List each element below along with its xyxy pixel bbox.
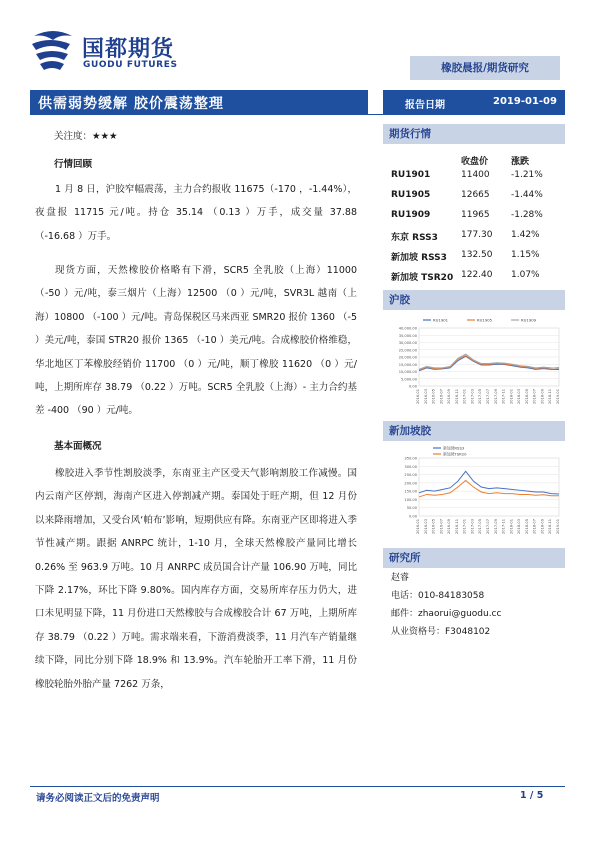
- quote-price: 12665: [461, 190, 490, 200]
- quotes-col-change: 涨跌: [511, 157, 530, 167]
- x-tick-label: 2017-01: [462, 519, 467, 535]
- report-date-label: 报告日期: [405, 100, 445, 111]
- series-line: [419, 354, 559, 369]
- analyst-name: 赵睿: [391, 573, 410, 583]
- x-tick-label: 2016-03: [423, 519, 428, 535]
- y-tick-label: 250.00: [404, 473, 417, 478]
- quote-name: 新加坡 TSR20: [391, 273, 454, 283]
- x-tick-label: 2018-11: [548, 389, 553, 405]
- brand-logo: [30, 28, 190, 74]
- sgx-chart: [383, 444, 565, 549]
- legend-label: RU1905: [477, 317, 493, 323]
- quote-name: RU1909: [391, 210, 431, 220]
- report-title-bar: [30, 90, 368, 114]
- guodu-logo-icon: [30, 28, 76, 72]
- quote-row: [383, 210, 565, 228]
- x-tick-label: 2016-05: [431, 519, 436, 535]
- y-tick-label: 200.00: [404, 481, 417, 486]
- shfe-line-chart: [383, 314, 565, 419]
- quote-row: [383, 190, 565, 208]
- quote-change: 1.42%: [511, 230, 540, 240]
- x-tick-label: 2016-09: [447, 519, 452, 535]
- y-tick-label: 10,000.00: [398, 370, 417, 374]
- quote-change: -1.28%: [511, 210, 543, 220]
- x-tick-label: 2017-11: [501, 389, 506, 405]
- x-tick-label: 2016-11: [454, 389, 459, 405]
- y-tick-label: 50.00: [406, 506, 417, 511]
- analyst-email: 邮件：zhaorui@guodu.cc: [391, 609, 502, 619]
- quote-price: 177.30: [461, 230, 493, 240]
- x-tick-label: 2018-05: [524, 519, 529, 535]
- quote-price: 11400: [461, 170, 490, 180]
- y-tick-label: 5,000.00: [400, 377, 417, 382]
- section-heading-market-review: 行情回顾: [54, 159, 93, 170]
- y-tick-label: 350.00: [404, 456, 417, 461]
- y-tick-label: 100.00: [404, 497, 417, 502]
- x-tick-label: 2016-07: [439, 519, 444, 535]
- x-tick-label: 2016-01: [416, 519, 420, 535]
- y-tick-label: 150.00: [404, 489, 417, 494]
- x-tick-label: 2017-01: [462, 389, 467, 405]
- report-category-tab: 橡胶晨报/期货研究: [410, 56, 560, 80]
- x-tick-label: 2018-01: [509, 389, 514, 405]
- shfe-heading: 沪胶: [383, 290, 565, 310]
- x-tick-label: 2016-05: [431, 389, 436, 405]
- legend-label: RU1909: [521, 317, 537, 323]
- y-tick-label: 0.00: [408, 514, 417, 519]
- report-date-bar: [383, 90, 565, 114]
- x-tick-label: 2018-09: [540, 519, 545, 535]
- x-tick-label: 2016-01: [416, 389, 420, 405]
- footer-divider: [30, 786, 565, 787]
- paragraph-fundamentals: 橡胶进入季节性割胶淡季，东南亚主产区受天气影响割胶工作减慢。国内云南产区停割，海南产区进入停割减产期。泰国处于旺产期，但 12 月份以来降雨增加，又受台风‘帕布’影响，短期供应有降。东南亚产区即将进入季节性减产期。跟据 ANRPC 统计，1-10 月，全球天然橡胶产量同比增长 0.26% 至 963.9 万吨。10 月 ANRPC 成员国合计产量 106.90 万吨，同比下降 2.17%，环比下降 9.80%。国内库存方面，交易所库存压力仍大，进口未见明显下降，11 月份进口天然橡胶与合成橡胶合计 67 万吨，上期所库存 38.79 （0.22 ）万吨。需求端来看，下游消费淡季，11 月汽车产销量继续下降，同比分别下降 18.9% 和 13.9%。汽车轮胎开工率下滑，11 月份橡胶轮胎外胎产量 7262 万条，: [35, 468, 357, 690]
- x-tick-label: 2019-01: [556, 389, 560, 405]
- y-tick-label: 15,000.00: [398, 362, 417, 367]
- y-tick-label: 0.00: [408, 384, 417, 389]
- section-heading-fundamentals: 基本面概况: [54, 441, 102, 452]
- shfe-chart: [383, 314, 565, 419]
- analyst-license: 从业资格号：F3048102: [391, 627, 491, 637]
- report-date-value: 2019-01-09: [493, 96, 557, 107]
- x-tick-label: 2018-05: [524, 389, 529, 405]
- x-tick-label: 2017-07: [486, 389, 490, 405]
- x-tick-label: 2018-09: [540, 389, 545, 405]
- x-tick-label: 2017-05: [478, 519, 483, 535]
- quotes-heading: 期货行情: [383, 124, 565, 144]
- quote-change: 1.15%: [511, 250, 540, 260]
- x-tick-label: 2016-03: [423, 389, 428, 405]
- x-tick-label: 2018-01: [509, 519, 514, 535]
- legend-label: 新加坡RSS3: [443, 445, 465, 451]
- quote-row: [383, 230, 565, 248]
- quote-price: 122.40: [461, 270, 493, 280]
- sgx-line-chart: [383, 444, 565, 549]
- quote-name: RU1901: [391, 170, 431, 180]
- brand-name-en: GUODU FUTURES: [83, 60, 178, 70]
- x-tick-label: 2017-09: [493, 389, 498, 405]
- x-tick-label: 2018-03: [517, 389, 522, 405]
- brand-name-cn: 国都期货: [82, 37, 175, 62]
- analyst-phone: 电话：010-84183058: [391, 591, 485, 601]
- quote-name: 新加坡 RSS3: [391, 253, 447, 263]
- quote-name: 东京 RSS3: [391, 233, 438, 243]
- x-tick-label: 2018-07: [532, 389, 537, 405]
- y-tick-label: 40,000.00: [398, 326, 417, 331]
- quote-row: [383, 270, 565, 288]
- plot-frame: [419, 458, 559, 516]
- quotes-col-price: 收盘价: [461, 157, 489, 167]
- sgx-heading: 新加坡胶: [383, 421, 565, 441]
- x-tick-label: 2019-01: [556, 519, 560, 535]
- x-tick-label: 2016-11: [454, 519, 459, 535]
- x-tick-label: 2016-09: [447, 389, 452, 405]
- y-tick-label: 300.00: [404, 464, 417, 469]
- x-tick-label: 2016-07: [439, 389, 444, 405]
- x-tick-label: 2017-09: [493, 519, 498, 535]
- quote-change: 1.07%: [511, 270, 540, 280]
- attention-rating: 关注度：★★★: [54, 131, 118, 142]
- legend-label: 新加坡TSR20: [443, 451, 467, 457]
- y-tick-label: 25,000.00: [398, 348, 417, 353]
- x-tick-label: 2017-07: [486, 519, 490, 535]
- quote-change: -1.44%: [511, 190, 543, 200]
- header-divider: [30, 114, 565, 115]
- paragraph-market-summary: 1 月 8 日，沪胶窄幅震荡，主力合约报收 11675（-170 ，-1.44%），夜盘报 11715 元/吨。持仓 35.14 （0.13 ）万手，成交量 37.88 （-16.68 ）万手。: [35, 184, 357, 242]
- x-tick-label: 2017-03: [470, 519, 475, 535]
- y-tick-label: 30,000.00: [398, 341, 417, 345]
- x-tick-label: 2017-05: [478, 389, 483, 405]
- quote-row: [383, 170, 565, 188]
- quote-name: RU1905: [391, 190, 431, 200]
- legend-label: RU1901: [433, 317, 449, 323]
- quote-row: [383, 250, 565, 268]
- research-heading: 研究所: [383, 548, 565, 568]
- page-number: 1 / 5: [520, 790, 544, 801]
- quote-price: 132.50: [461, 250, 493, 260]
- x-tick-label: 2018-07: [532, 519, 537, 535]
- x-tick-label: 2017-03: [470, 389, 475, 405]
- footer-disclaimer: 请务必阅读正文后的免责声明: [36, 793, 160, 804]
- x-tick-label: 2018-03: [517, 519, 522, 535]
- y-tick-label: 35,000.00: [398, 333, 417, 338]
- y-tick-label: 20,000.00: [398, 355, 417, 360]
- x-tick-label: 2018-11: [548, 519, 553, 535]
- x-tick-label: 2017-11: [501, 519, 506, 535]
- report-title: 供需弱势缓解 胶价震荡整理: [38, 96, 224, 112]
- quote-price: 11965: [461, 210, 490, 220]
- quote-change: -1.21%: [511, 170, 543, 180]
- paragraph-spot-market: 现货方面，天然橡胶价格略有下滑，SCR5 全乳胶（上海）11000 （-50 ）元/吨，泰三烟片（上海）12500 （0 ）元/吨，SVR3L 越南（上海）10800 （-100 ）元/吨。青岛保税区马来西亚 SMR20 报价 1360 （-5 ）美元/吨，泰国 STR20 报价 1365 （-10 ）美元/吨。合成橡胶价格维稳，华北地区丁苯橡胶经销价 11700 （0 ）元/吨，顺丁橡胶 11620 （0 ）元/吨，上期所库存 38.79 （0.22 ）万吨。SCR5 全乳胶（上海）- 主力合约基差 -400 （90 ）元/吨。: [35, 265, 357, 417]
